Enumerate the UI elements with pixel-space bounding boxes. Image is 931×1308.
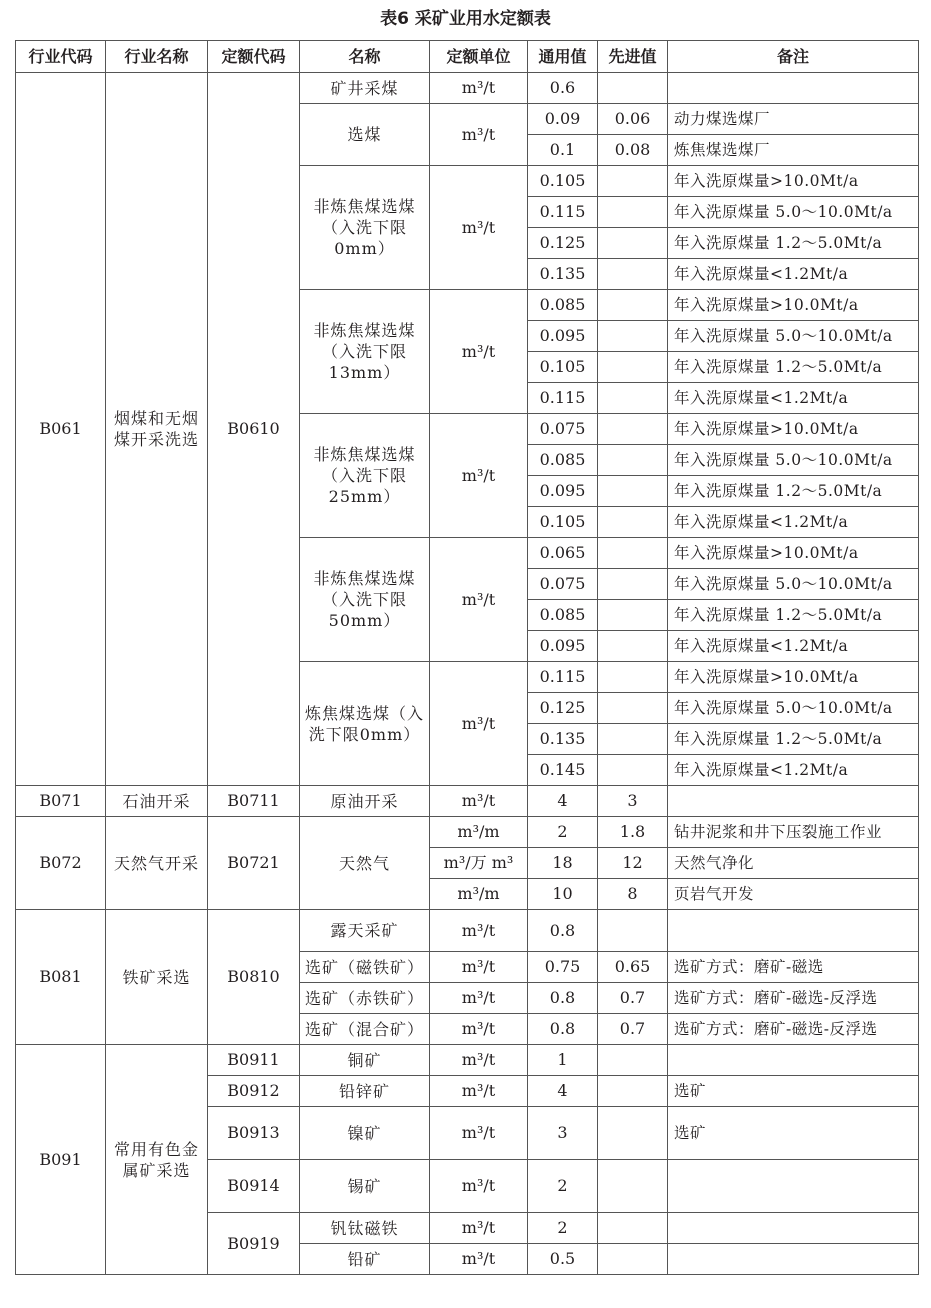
advanced-value-cell: 0.06 — [598, 104, 668, 135]
advanced-value-cell — [598, 507, 668, 538]
item-name-cell: 非炼焦煤选煤（入洗下限50mm） — [300, 538, 430, 662]
industry-name-cell: 石油开采 — [106, 786, 208, 817]
general-value-cell: 2 — [528, 1213, 598, 1244]
item-name-cell: 选矿（混合矿） — [300, 1014, 430, 1045]
item-name-cell: 铅矿 — [300, 1244, 430, 1275]
header-row — [16, 41, 919, 73]
note-cell: 年入洗原煤量 1.2～5.0Mt/a — [668, 352, 919, 383]
general-value-cell: 0.8 — [528, 983, 598, 1014]
note-cell: 选矿 — [668, 1107, 919, 1160]
unit-cell: m³/t — [430, 538, 528, 662]
unit-cell: m³/t — [430, 952, 528, 983]
general-value-cell: 0.1 — [528, 135, 598, 166]
general-value-cell: 0.085 — [528, 600, 598, 631]
advanced-value-cell — [598, 569, 668, 600]
unit-cell: m³/t — [430, 104, 528, 166]
unit-cell: m³/t — [430, 786, 528, 817]
industry-name-cell: 天然气开采 — [106, 817, 208, 910]
advanced-value-cell: 0.08 — [598, 135, 668, 166]
general-value-cell: 0.095 — [528, 476, 598, 507]
general-value-cell: 0.135 — [528, 724, 598, 755]
item-name-cell: 锡矿 — [300, 1160, 430, 1213]
general-value-cell: 0.075 — [528, 414, 598, 445]
note-cell: 年入洗原煤量 1.2～5.0Mt/a — [668, 600, 919, 631]
table-row — [16, 786, 919, 817]
advanced-value-cell — [598, 1107, 668, 1160]
item-name-cell: 天然气 — [300, 817, 430, 910]
industry-code-cell: B091 — [16, 1045, 106, 1275]
advanced-value-cell: 0.7 — [598, 983, 668, 1014]
general-value-cell: 0.105 — [528, 166, 598, 197]
note-cell: 年入洗原煤量 1.2～5.0Mt/a — [668, 476, 919, 507]
item-name-cell: 选煤 — [300, 104, 430, 166]
note-cell: 选矿方式：磨矿-磁选 — [668, 952, 919, 983]
general-value-cell: 0.145 — [528, 755, 598, 786]
industry-code-cell: B061 — [16, 73, 106, 786]
item-name-cell: 选矿（磁铁矿） — [300, 952, 430, 983]
item-name-cell: 露天采矿 — [300, 910, 430, 952]
note-cell: 选矿 — [668, 1076, 919, 1107]
general-value-cell: 0.125 — [528, 228, 598, 259]
industry-code-cell: B071 — [16, 786, 106, 817]
advanced-value-cell — [598, 538, 668, 569]
unit-cell: m³/t — [430, 414, 528, 538]
advanced-value-cell: 12 — [598, 848, 668, 879]
general-value-cell: 0.095 — [528, 321, 598, 352]
general-value-cell: 0.5 — [528, 1244, 598, 1275]
item-name-cell: 原油开采 — [300, 786, 430, 817]
item-name-cell: 钒钛磁铁 — [300, 1213, 430, 1244]
table-row — [16, 73, 919, 104]
note-cell: 年入洗原煤量>10.0Mt/a — [668, 414, 919, 445]
item-name-cell: 炼焦煤选煤（入洗下限0mm） — [300, 662, 430, 786]
header-cell: 定额单位 — [430, 41, 528, 73]
quota-code-cell: B0919 — [208, 1213, 300, 1275]
general-value-cell: 0.085 — [528, 290, 598, 321]
general-value-cell: 0.8 — [528, 1014, 598, 1045]
advanced-value-cell — [598, 228, 668, 259]
advanced-value-cell — [598, 476, 668, 507]
unit-cell: m³/t — [430, 1160, 528, 1213]
note-cell: 页岩气开发 — [668, 879, 919, 910]
note-cell: 年入洗原煤量<1.2Mt/a — [668, 259, 919, 290]
general-value-cell: 0.065 — [528, 538, 598, 569]
advanced-value-cell — [598, 166, 668, 197]
advanced-value-cell — [598, 662, 668, 693]
table-row — [16, 1045, 919, 1076]
quota-code-cell: B0721 — [208, 817, 300, 910]
note-cell: 年入洗原煤量>10.0Mt/a — [668, 538, 919, 569]
quota-code-cell: B0711 — [208, 786, 300, 817]
note-cell — [668, 1045, 919, 1076]
advanced-value-cell — [598, 1244, 668, 1275]
unit-cell: m³/t — [430, 1244, 528, 1275]
advanced-value-cell — [598, 197, 668, 228]
general-value-cell: 0.085 — [528, 445, 598, 476]
note-cell: 年入洗原煤量 1.2～5.0Mt/a — [668, 228, 919, 259]
general-value-cell: 0.135 — [528, 259, 598, 290]
note-cell: 年入洗原煤量<1.2Mt/a — [668, 755, 919, 786]
unit-cell: m³/t — [430, 73, 528, 104]
note-cell: 年入洗原煤量>10.0Mt/a — [668, 662, 919, 693]
industry-code-cell: B081 — [16, 910, 106, 1045]
general-value-cell: 4 — [528, 786, 598, 817]
note-cell: 年入洗原煤量>10.0Mt/a — [668, 290, 919, 321]
unit-cell: m³/t — [430, 1107, 528, 1160]
quota-code-cell: B0914 — [208, 1160, 300, 1213]
advanced-value-cell — [598, 414, 668, 445]
note-cell: 年入洗原煤量 1.2～5.0Mt/a — [668, 724, 919, 755]
advanced-value-cell — [598, 910, 668, 952]
advanced-value-cell: 3 — [598, 786, 668, 817]
advanced-value-cell — [598, 383, 668, 414]
item-name-cell: 镍矿 — [300, 1107, 430, 1160]
general-value-cell: 0.6 — [528, 73, 598, 104]
unit-cell: m³/万 m³ — [430, 848, 528, 879]
table-body — [16, 73, 919, 1275]
unit-cell: m³/t — [430, 1014, 528, 1045]
industry-name-cell: 铁矿采选 — [106, 910, 208, 1045]
general-value-cell: 3 — [528, 1107, 598, 1160]
general-value-cell: 0.115 — [528, 383, 598, 414]
unit-cell: m³/t — [430, 1076, 528, 1107]
note-cell — [668, 910, 919, 952]
note-cell — [668, 73, 919, 104]
advanced-value-cell — [598, 259, 668, 290]
note-cell: 年入洗原煤量 5.0～10.0Mt/a — [668, 569, 919, 600]
note-cell — [668, 1244, 919, 1275]
advanced-value-cell — [598, 600, 668, 631]
general-value-cell: 18 — [528, 848, 598, 879]
general-value-cell: 0.09 — [528, 104, 598, 135]
advanced-value-cell — [598, 445, 668, 476]
advanced-value-cell — [598, 1076, 668, 1107]
general-value-cell: 4 — [528, 1076, 598, 1107]
header-cell: 名称 — [300, 41, 430, 73]
advanced-value-cell — [598, 755, 668, 786]
note-cell: 钻井泥浆和井下压裂施工作业 — [668, 817, 919, 848]
general-value-cell: 0.8 — [528, 910, 598, 952]
general-value-cell: 0.115 — [528, 662, 598, 693]
advanced-value-cell: 0.65 — [598, 952, 668, 983]
industry-name-cell: 烟煤和无烟煤开采洗选 — [106, 73, 208, 786]
item-name-cell: 非炼焦煤选煤（入洗下限25mm） — [300, 414, 430, 538]
quota-code-cell: B0911 — [208, 1045, 300, 1076]
table-row — [16, 817, 919, 848]
table-row — [16, 910, 919, 952]
industry-code-cell: B072 — [16, 817, 106, 910]
note-cell: 动力煤选煤厂 — [668, 104, 919, 135]
advanced-value-cell — [598, 1045, 668, 1076]
note-cell: 炼焦煤选煤厂 — [668, 135, 919, 166]
note-cell: 年入洗原煤量 5.0～10.0Mt/a — [668, 693, 919, 724]
note-cell: 年入洗原煤量 5.0～10.0Mt/a — [668, 321, 919, 352]
note-cell: 年入洗原煤量 5.0～10.0Mt/a — [668, 445, 919, 476]
advanced-value-cell — [598, 352, 668, 383]
general-value-cell: 0.095 — [528, 631, 598, 662]
water-quota-table — [15, 40, 919, 1275]
note-cell: 年入洗原煤量<1.2Mt/a — [668, 383, 919, 414]
item-name-cell: 选矿（赤铁矿） — [300, 983, 430, 1014]
advanced-value-cell: 0.7 — [598, 1014, 668, 1045]
note-cell: 选矿方式：磨矿-磁选-反浮选 — [668, 1014, 919, 1045]
table-title: 表6 采矿业用水定额表 — [380, 9, 551, 29]
industry-name-cell: 常用有色金属矿采选 — [106, 1045, 208, 1275]
unit-cell: m³/t — [430, 290, 528, 414]
unit-cell: m³/t — [430, 910, 528, 952]
item-name-cell: 铅锌矿 — [300, 1076, 430, 1107]
general-value-cell: 1 — [528, 1045, 598, 1076]
item-name-cell: 非炼焦煤选煤（入洗下限13mm） — [300, 290, 430, 414]
general-value-cell: 0.075 — [528, 569, 598, 600]
note-cell: 年入洗原煤量 5.0～10.0Mt/a — [668, 197, 919, 228]
general-value-cell: 10 — [528, 879, 598, 910]
quota-code-cell: B0810 — [208, 910, 300, 1045]
advanced-value-cell — [598, 73, 668, 104]
header-cell: 先进值 — [598, 41, 668, 73]
unit-cell: m³/t — [430, 983, 528, 1014]
header-cell: 备注 — [668, 41, 919, 73]
note-cell — [668, 1160, 919, 1213]
general-value-cell: 2 — [528, 817, 598, 848]
general-value-cell: 2 — [528, 1160, 598, 1213]
general-value-cell: 0.105 — [528, 507, 598, 538]
header-cell: 行业代码 — [16, 41, 106, 73]
note-cell: 选矿方式：磨矿-磁选-反浮选 — [668, 983, 919, 1014]
advanced-value-cell — [598, 321, 668, 352]
advanced-value-cell — [598, 1160, 668, 1213]
advanced-value-cell — [598, 724, 668, 755]
unit-cell: m³/t — [430, 1045, 528, 1076]
header-cell: 通用值 — [528, 41, 598, 73]
quota-code-cell: B0912 — [208, 1076, 300, 1107]
unit-cell: m³/t — [430, 662, 528, 786]
general-value-cell: 0.75 — [528, 952, 598, 983]
item-name-cell: 非炼焦煤选煤（入洗下限0mm） — [300, 166, 430, 290]
advanced-value-cell: 1.8 — [598, 817, 668, 848]
item-name-cell: 铜矿 — [300, 1045, 430, 1076]
general-value-cell: 0.115 — [528, 197, 598, 228]
advanced-value-cell — [598, 1213, 668, 1244]
unit-cell: m³/t — [430, 1213, 528, 1244]
general-value-cell: 0.105 — [528, 352, 598, 383]
advanced-value-cell — [598, 693, 668, 724]
unit-cell: m³/m — [430, 879, 528, 910]
header-cell: 行业名称 — [106, 41, 208, 73]
note-cell: 年入洗原煤量<1.2Mt/a — [668, 507, 919, 538]
note-cell — [668, 786, 919, 817]
advanced-value-cell: 8 — [598, 879, 668, 910]
quota-code-cell: B0913 — [208, 1107, 300, 1160]
general-value-cell: 0.125 — [528, 693, 598, 724]
item-name-cell: 矿井采煤 — [300, 73, 430, 104]
note-cell — [668, 1213, 919, 1244]
quota-code-cell: B0610 — [208, 73, 300, 786]
note-cell: 年入洗原煤量>10.0Mt/a — [668, 166, 919, 197]
note-cell: 年入洗原煤量<1.2Mt/a — [668, 631, 919, 662]
note-cell: 天然气净化 — [668, 848, 919, 879]
advanced-value-cell — [598, 631, 668, 662]
unit-cell: m³/m — [430, 817, 528, 848]
unit-cell: m³/t — [430, 166, 528, 290]
advanced-value-cell — [598, 290, 668, 321]
header-cell: 定额代码 — [208, 41, 300, 73]
